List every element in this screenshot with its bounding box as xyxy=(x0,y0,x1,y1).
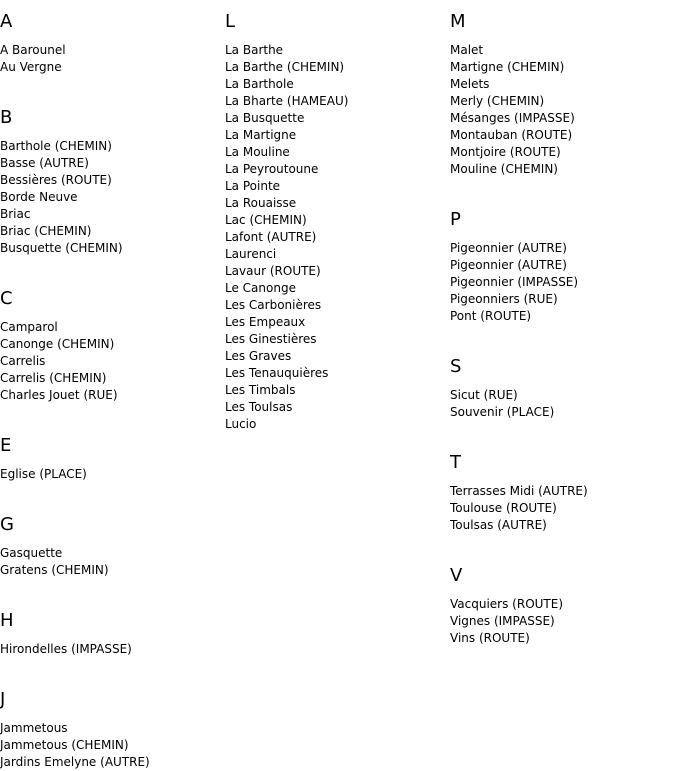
street-link[interactable]: Sicut (RUE) xyxy=(450,388,518,402)
letter-section-m xyxy=(450,0,670,178)
street-link[interactable]: Vignes (IMPASSE) xyxy=(450,614,555,628)
street-link[interactable]: La Bharte (HAMEAU) xyxy=(225,94,349,108)
index-column-1 xyxy=(0,0,220,771)
street-link[interactable]: Souvenir (PLACE) xyxy=(450,405,555,419)
street-link[interactable]: Borde Neuve xyxy=(0,190,78,204)
letter-section-c xyxy=(0,277,220,404)
street-link[interactable]: Toulsas (AUTRE) xyxy=(450,518,547,532)
street-link[interactable]: Pigeonnier (IMPASSE) xyxy=(450,275,579,289)
letter-section-h xyxy=(0,599,220,658)
street-link[interactable]: Toulouse (ROUTE) xyxy=(450,501,557,515)
letter-heading: T xyxy=(450,452,461,473)
letter-heading: A xyxy=(0,11,13,32)
letter-section-v xyxy=(450,554,670,647)
street-link[interactable]: La Barthe (CHEMIN) xyxy=(225,60,345,74)
letter-heading: B xyxy=(0,107,13,128)
letter-section-g xyxy=(0,503,220,579)
street-link[interactable]: Carrelis (CHEMIN) xyxy=(0,371,107,385)
street-link[interactable]: Busquette (CHEMIN) xyxy=(0,241,123,255)
street-link[interactable]: Martigne (CHEMIN) xyxy=(450,60,565,74)
letter-heading: V xyxy=(450,565,463,586)
street-link[interactable]: Charles Jouet (RUE) xyxy=(0,388,118,402)
street-link[interactable]: Basse (AUTRE) xyxy=(0,156,89,170)
street-link[interactable]: Les Toulsas xyxy=(225,400,293,414)
street-link[interactable]: Hirondelles (IMPASSE) xyxy=(0,642,132,656)
street-link[interactable]: La Martigne xyxy=(225,128,297,142)
letter-section-j xyxy=(0,678,220,771)
letter-section-a xyxy=(0,0,220,76)
street-link[interactable]: Lucio xyxy=(225,417,257,431)
street-link[interactable]: Merly (CHEMIN) xyxy=(450,94,545,108)
street-link[interactable]: Jammetous xyxy=(0,721,68,735)
street-link[interactable]: La Peyroutoune xyxy=(225,162,319,176)
street-link[interactable]: Pigeonnier (AUTRE) xyxy=(450,258,567,272)
letter-heading: H xyxy=(0,610,14,631)
street-link[interactable]: Pont (ROUTE) xyxy=(450,309,532,323)
street-link[interactable]: Bessières (ROUTE) xyxy=(0,173,112,187)
street-link[interactable]: Jammetous (CHEMIN) xyxy=(0,738,129,752)
letter-section-s xyxy=(450,345,670,421)
street-link[interactable]: Les Carbonières xyxy=(225,298,322,312)
street-link[interactable]: Lac (CHEMIN) xyxy=(225,213,307,227)
street-link[interactable]: La Barthe xyxy=(225,43,284,57)
street-link[interactable]: Au Vergne xyxy=(0,60,62,74)
letter-section-t xyxy=(450,441,670,534)
letter-heading: P xyxy=(450,209,461,230)
street-link[interactable]: La Mouline xyxy=(225,145,290,159)
street-link[interactable]: Lavaur (ROUTE) xyxy=(225,264,321,278)
street-link[interactable]: Mouline (CHEMIN) xyxy=(450,162,558,176)
street-link[interactable]: Eglise (PLACE) xyxy=(0,467,87,481)
street-link[interactable]: Les Empeaux xyxy=(225,315,306,329)
street-link[interactable]: A Barounel xyxy=(0,43,66,57)
letter-heading: G xyxy=(0,514,14,535)
street-link[interactable]: Melets xyxy=(450,77,490,91)
street-link[interactable]: Montjoire (ROUTE) xyxy=(450,145,561,159)
street-link[interactable]: Le Canonge xyxy=(225,281,296,295)
street-link[interactable]: Barthole (CHEMIN) xyxy=(0,139,112,153)
index-column-2 xyxy=(225,0,445,433)
street-link[interactable]: Montauban (ROUTE) xyxy=(450,128,573,142)
street-link[interactable]: Carrelis xyxy=(0,354,46,368)
street-link[interactable]: Les Graves xyxy=(225,349,292,363)
index-column-3 xyxy=(450,0,670,647)
letter-heading: E xyxy=(0,435,12,456)
street-link[interactable]: Briac (CHEMIN) xyxy=(0,224,92,238)
street-link[interactable]: Canonge (CHEMIN) xyxy=(0,337,115,351)
street-link[interactable]: Pigeonnier (AUTRE) xyxy=(450,241,567,255)
letter-heading: S xyxy=(450,356,462,377)
street-link[interactable]: La Busquette xyxy=(225,111,305,125)
street-link[interactable]: Gasquette xyxy=(0,546,63,560)
street-link[interactable]: Pigeonniers (RUE) xyxy=(450,292,558,306)
letter-heading: C xyxy=(0,288,13,309)
street-link[interactable]: Les Timbals xyxy=(225,383,296,397)
street-link[interactable]: Gratens (CHEMIN) xyxy=(0,563,109,577)
street-link[interactable]: Les Tenauquières xyxy=(225,366,329,380)
street-link[interactable]: Briac xyxy=(0,207,31,221)
street-link[interactable]: Vins (ROUTE) xyxy=(450,631,530,645)
letter-section-b xyxy=(0,96,220,257)
street-link[interactable]: Terrasses Midi (AUTRE) xyxy=(450,484,588,498)
street-link[interactable]: La Pointe xyxy=(225,179,281,193)
letter-heading: M xyxy=(450,11,466,32)
street-link[interactable]: Malet xyxy=(450,43,484,57)
letter-section-l xyxy=(225,0,445,433)
letter-heading: L xyxy=(225,11,236,32)
street-link[interactable]: La Rouaisse xyxy=(225,196,297,210)
street-link[interactable]: Camparol xyxy=(0,320,58,334)
street-link[interactable]: Vacquiers (ROUTE) xyxy=(450,597,564,611)
street-link[interactable]: Les Ginestières xyxy=(225,332,317,346)
letter-heading: J xyxy=(0,689,6,710)
letter-section-e xyxy=(0,424,220,483)
street-link[interactable]: Laurenci xyxy=(225,247,277,261)
street-link[interactable]: La Barthole xyxy=(225,77,294,91)
letter-section-p xyxy=(450,198,670,325)
street-link[interactable]: Jardins Emelyne (AUTRE) xyxy=(0,755,150,769)
street-link[interactable]: Lafont (AUTRE) xyxy=(225,230,317,244)
street-link[interactable]: Mésanges (IMPASSE) xyxy=(450,111,575,125)
